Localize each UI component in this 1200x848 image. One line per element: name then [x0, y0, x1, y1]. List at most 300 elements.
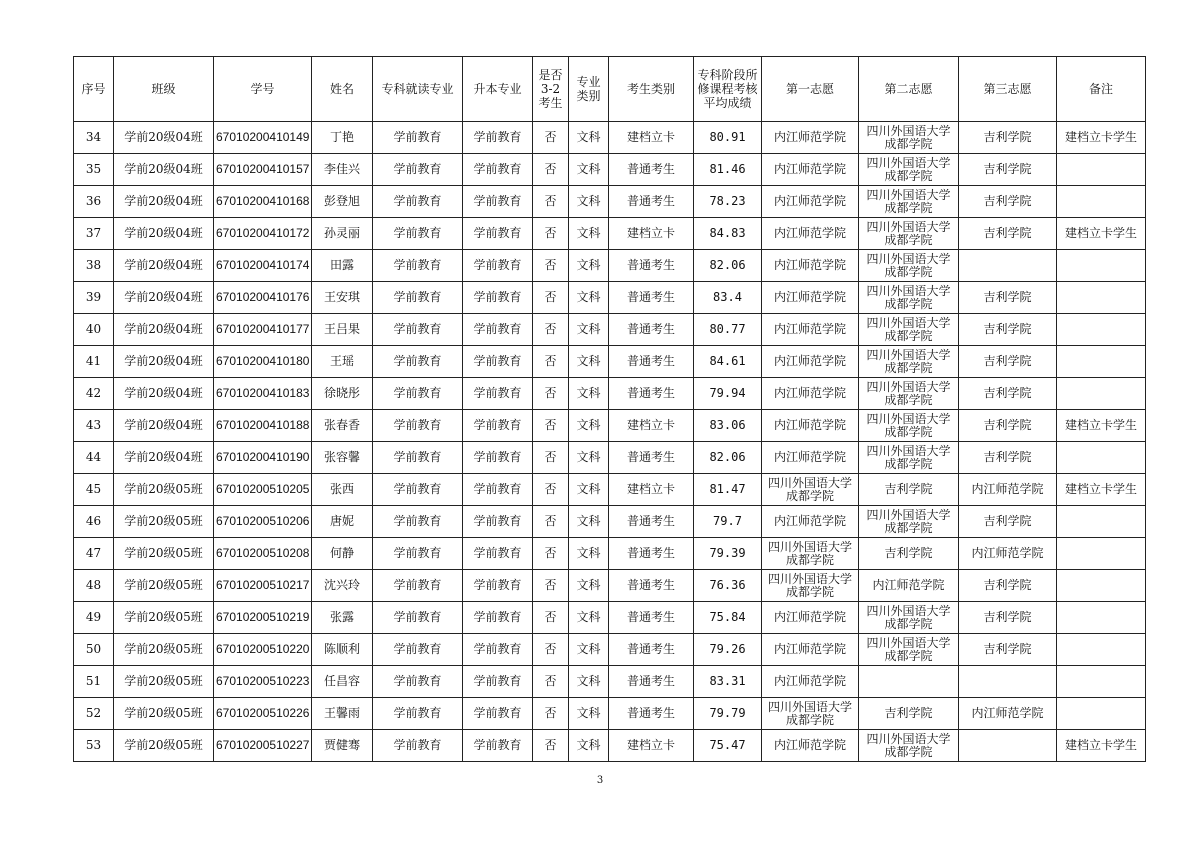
header-row	[74, 57, 1146, 122]
cell-student-id: 67010200510223	[214, 666, 312, 698]
cell-name: 何静	[312, 538, 373, 570]
cell-choice-2: 四川外国语大学成都学院	[859, 730, 959, 762]
cell-choice-2: 四川外国语大学成都学院	[859, 282, 959, 314]
cell-college-major: 学前教育	[373, 602, 463, 634]
cell-college-major: 学前教育	[373, 410, 463, 442]
cell-avg-score: 83.31	[694, 666, 762, 698]
table-row	[74, 122, 1146, 154]
cell-is-32: 否	[533, 634, 569, 666]
cell-name: 丁艳	[312, 122, 373, 154]
cell-college-major: 学前教育	[373, 218, 463, 250]
cell-choice-1: 内江师范学院	[762, 634, 859, 666]
cell-avg-score: 79.79	[694, 698, 762, 730]
cell-examinee-type: 建档立卡	[609, 218, 694, 250]
cell-major-category: 文科	[569, 378, 609, 410]
cell-remarks	[1057, 602, 1146, 634]
cell-major-category: 文科	[569, 346, 609, 378]
cell-upgrade-major: 学前教育	[463, 666, 533, 698]
cell-remarks	[1057, 698, 1146, 730]
cell-choice-2: 四川外国语大学成都学院	[859, 186, 959, 218]
cell-avg-score: 75.84	[694, 602, 762, 634]
cell-student-id: 67010200410149	[214, 122, 312, 154]
page-number: 3	[596, 775, 604, 786]
cell-choice-1: 内江师范学院	[762, 666, 859, 698]
cell-choice-2: 四川外国语大学成都学院	[859, 506, 959, 538]
cell-name: 孙灵丽	[312, 218, 373, 250]
cell-remarks	[1057, 186, 1146, 218]
cell-choice-3: 吉利学院	[959, 218, 1057, 250]
cell-student-id: 67010200510205	[214, 474, 312, 506]
cell-examinee-type: 普通考生	[609, 666, 694, 698]
cell-seq: 48	[74, 570, 114, 602]
table-row	[74, 730, 1146, 762]
cell-choice-2: 吉利学院	[859, 698, 959, 730]
cell-examinee-type: 建档立卡	[609, 410, 694, 442]
cell-is-32: 否	[533, 282, 569, 314]
cell-avg-score: 79.39	[694, 538, 762, 570]
cell-college-major: 学前教育	[373, 186, 463, 218]
cell-choice-3: 吉利学院	[959, 282, 1057, 314]
header-examinee-type: 考生类别	[609, 57, 694, 122]
cell-is-32: 否	[533, 698, 569, 730]
cell-is-32: 否	[533, 314, 569, 346]
table-row	[74, 570, 1146, 602]
cell-avg-score: 81.46	[694, 154, 762, 186]
cell-choice-3: 吉利学院	[959, 570, 1057, 602]
cell-examinee-type: 普通考生	[609, 442, 694, 474]
cell-upgrade-major: 学前教育	[463, 346, 533, 378]
cell-seq: 53	[74, 730, 114, 762]
cell-examinee-type: 普通考生	[609, 538, 694, 570]
cell-student-id: 67010200510219	[214, 602, 312, 634]
cell-choice-1: 四川外国语大学成都学院	[762, 538, 859, 570]
cell-student-id: 67010200510226	[214, 698, 312, 730]
cell-is-32: 否	[533, 346, 569, 378]
cell-class: 学前20级04班	[114, 122, 214, 154]
cell-seq: 46	[74, 506, 114, 538]
table-row	[74, 378, 1146, 410]
cell-seq: 42	[74, 378, 114, 410]
cell-seq: 37	[74, 218, 114, 250]
cell-major-category: 文科	[569, 218, 609, 250]
cell-major-category: 文科	[569, 602, 609, 634]
cell-student-id: 67010200410177	[214, 314, 312, 346]
cell-class: 学前20级05班	[114, 538, 214, 570]
cell-upgrade-major: 学前教育	[463, 698, 533, 730]
cell-choice-1: 内江师范学院	[762, 442, 859, 474]
table-row	[74, 538, 1146, 570]
cell-avg-score: 80.77	[694, 314, 762, 346]
cell-upgrade-major: 学前教育	[463, 314, 533, 346]
cell-examinee-type: 普通考生	[609, 314, 694, 346]
cell-student-id: 67010200410157	[214, 154, 312, 186]
cell-avg-score: 79.26	[694, 634, 762, 666]
cell-class: 学前20级04班	[114, 378, 214, 410]
cell-upgrade-major: 学前教育	[463, 122, 533, 154]
cell-remarks	[1057, 314, 1146, 346]
cell-seq: 47	[74, 538, 114, 570]
cell-is-32: 否	[533, 410, 569, 442]
cell-is-32: 否	[533, 154, 569, 186]
cell-class: 学前20级05班	[114, 602, 214, 634]
table-row	[74, 218, 1146, 250]
cell-major-category: 文科	[569, 186, 609, 218]
cell-upgrade-major: 学前教育	[463, 730, 533, 762]
cell-examinee-type: 普通考生	[609, 570, 694, 602]
table-row	[74, 314, 1146, 346]
cell-is-32: 否	[533, 442, 569, 474]
cell-upgrade-major: 学前教育	[463, 186, 533, 218]
cell-choice-2: 四川外国语大学成都学院	[859, 442, 959, 474]
cell-avg-score: 84.83	[694, 218, 762, 250]
cell-seq: 45	[74, 474, 114, 506]
cell-is-32: 否	[533, 122, 569, 154]
cell-class: 学前20级04班	[114, 410, 214, 442]
header-avg-score: 专科阶段所修课程考核平均成绩	[694, 57, 762, 122]
cell-name: 王安琪	[312, 282, 373, 314]
cell-name: 沈兴玲	[312, 570, 373, 602]
cell-choice-1: 内江师范学院	[762, 154, 859, 186]
cell-upgrade-major: 学前教育	[463, 506, 533, 538]
cell-examinee-type: 普通考生	[609, 602, 694, 634]
cell-choice-3: 吉利学院	[959, 122, 1057, 154]
cell-college-major: 学前教育	[373, 538, 463, 570]
cell-class: 学前20级05班	[114, 730, 214, 762]
cell-upgrade-major: 学前教育	[463, 442, 533, 474]
cell-choice-2: 四川外国语大学成都学院	[859, 154, 959, 186]
cell-choice-3	[959, 666, 1057, 698]
cell-seq: 44	[74, 442, 114, 474]
table-row	[74, 250, 1146, 282]
cell-college-major: 学前教育	[373, 698, 463, 730]
cell-is-32: 否	[533, 730, 569, 762]
cell-college-major: 学前教育	[373, 442, 463, 474]
cell-examinee-type: 普通考生	[609, 282, 694, 314]
cell-avg-score: 82.06	[694, 442, 762, 474]
cell-choice-3	[959, 250, 1057, 282]
cell-choice-1: 内江师范学院	[762, 282, 859, 314]
cell-avg-score: 80.91	[694, 122, 762, 154]
header-choice-3: 第三志愿	[959, 57, 1057, 122]
cell-class: 学前20级04班	[114, 186, 214, 218]
cell-college-major: 学前教育	[373, 474, 463, 506]
cell-seq: 39	[74, 282, 114, 314]
header-seq: 序号	[74, 57, 114, 122]
cell-college-major: 学前教育	[373, 634, 463, 666]
cell-major-category: 文科	[569, 442, 609, 474]
cell-name: 张露	[312, 602, 373, 634]
header-choice-1: 第一志愿	[762, 57, 859, 122]
cell-choice-1: 内江师范学院	[762, 410, 859, 442]
cell-remarks: 建档立卡学生	[1057, 122, 1146, 154]
cell-major-category: 文科	[569, 154, 609, 186]
cell-name: 贾健骞	[312, 730, 373, 762]
cell-class: 学前20级05班	[114, 474, 214, 506]
cell-examinee-type: 普通考生	[609, 154, 694, 186]
cell-name: 徐晓彤	[312, 378, 373, 410]
cell-college-major: 学前教育	[373, 506, 463, 538]
cell-examinee-type: 普通考生	[609, 634, 694, 666]
cell-choice-2: 四川外国语大学成都学院	[859, 378, 959, 410]
header-major-category: 专业类别	[569, 57, 609, 122]
cell-college-major: 学前教育	[373, 154, 463, 186]
cell-is-32: 否	[533, 218, 569, 250]
cell-name: 张西	[312, 474, 373, 506]
cell-major-category: 文科	[569, 506, 609, 538]
cell-choice-2: 吉利学院	[859, 538, 959, 570]
header-remarks: 备注	[1057, 57, 1146, 122]
cell-student-id: 67010200510208	[214, 538, 312, 570]
cell-choice-1: 内江师范学院	[762, 122, 859, 154]
cell-choice-3: 吉利学院	[959, 186, 1057, 218]
cell-avg-score: 83.06	[694, 410, 762, 442]
cell-class: 学前20级05班	[114, 634, 214, 666]
cell-avg-score: 75.47	[694, 730, 762, 762]
cell-choice-1: 内江师范学院	[762, 250, 859, 282]
cell-class: 学前20级05班	[114, 506, 214, 538]
cell-class: 学前20级05班	[114, 698, 214, 730]
cell-choice-2	[859, 666, 959, 698]
cell-is-32: 否	[533, 570, 569, 602]
cell-is-32: 否	[533, 250, 569, 282]
cell-choice-3: 吉利学院	[959, 314, 1057, 346]
cell-seq: 52	[74, 698, 114, 730]
cell-choice-1: 四川外国语大学成都学院	[762, 474, 859, 506]
cell-examinee-type: 普通考生	[609, 698, 694, 730]
cell-avg-score: 79.7	[694, 506, 762, 538]
cell-remarks	[1057, 378, 1146, 410]
cell-seq: 35	[74, 154, 114, 186]
cell-name: 张容馨	[312, 442, 373, 474]
cell-class: 学前20级04班	[114, 314, 214, 346]
cell-remarks: 建档立卡学生	[1057, 474, 1146, 506]
cell-class: 学前20级04班	[114, 346, 214, 378]
cell-is-32: 否	[533, 666, 569, 698]
cell-college-major: 学前教育	[373, 570, 463, 602]
cell-name: 王馨雨	[312, 698, 373, 730]
cell-upgrade-major: 学前教育	[463, 154, 533, 186]
cell-choice-1: 四川外国语大学成都学院	[762, 570, 859, 602]
cell-choice-2: 四川外国语大学成都学院	[859, 410, 959, 442]
cell-examinee-type: 建档立卡	[609, 730, 694, 762]
cell-class: 学前20级04班	[114, 154, 214, 186]
cell-class: 学前20级05班	[114, 570, 214, 602]
cell-examinee-type: 普通考生	[609, 186, 694, 218]
cell-choice-1: 内江师范学院	[762, 218, 859, 250]
cell-name: 田露	[312, 250, 373, 282]
cell-college-major: 学前教育	[373, 282, 463, 314]
cell-choice-3: 吉利学院	[959, 410, 1057, 442]
cell-choice-3: 吉利学院	[959, 378, 1057, 410]
cell-choice-2: 吉利学院	[859, 474, 959, 506]
cell-seq: 50	[74, 634, 114, 666]
cell-student-id: 67010200410183	[214, 378, 312, 410]
cell-student-id: 67010200410174	[214, 250, 312, 282]
cell-examinee-type: 普通考生	[609, 506, 694, 538]
cell-choice-1: 内江师范学院	[762, 378, 859, 410]
cell-choice-1: 四川外国语大学成都学院	[762, 698, 859, 730]
cell-major-category: 文科	[569, 570, 609, 602]
cell-major-category: 文科	[569, 410, 609, 442]
header-upgrade-major: 升本专业	[463, 57, 533, 122]
cell-remarks	[1057, 570, 1146, 602]
cell-class: 学前20级04班	[114, 218, 214, 250]
cell-college-major: 学前教育	[373, 378, 463, 410]
cell-name: 唐妮	[312, 506, 373, 538]
cell-choice-1: 内江师范学院	[762, 730, 859, 762]
cell-upgrade-major: 学前教育	[463, 602, 533, 634]
cell-seq: 36	[74, 186, 114, 218]
cell-college-major: 学前教育	[373, 122, 463, 154]
cell-student-id: 67010200410190	[214, 442, 312, 474]
cell-choice-2: 四川外国语大学成都学院	[859, 346, 959, 378]
cell-choice-2: 四川外国语大学成都学院	[859, 122, 959, 154]
cell-upgrade-major: 学前教育	[463, 538, 533, 570]
table-row	[74, 186, 1146, 218]
cell-upgrade-major: 学前教育	[463, 570, 533, 602]
cell-avg-score: 83.4	[694, 282, 762, 314]
cell-choice-1: 内江师范学院	[762, 314, 859, 346]
cell-avg-score: 84.61	[694, 346, 762, 378]
cell-choice-2: 四川外国语大学成都学院	[859, 634, 959, 666]
cell-seq: 43	[74, 410, 114, 442]
header-college-major: 专科就读专业	[373, 57, 463, 122]
cell-name: 王瑶	[312, 346, 373, 378]
cell-remarks: 建档立卡学生	[1057, 730, 1146, 762]
cell-major-category: 文科	[569, 698, 609, 730]
table-row	[74, 634, 1146, 666]
table-row	[74, 346, 1146, 378]
cell-class: 学前20级04班	[114, 250, 214, 282]
cell-student-id: 67010200410180	[214, 346, 312, 378]
cell-student-id: 67010200410172	[214, 218, 312, 250]
cell-major-category: 文科	[569, 122, 609, 154]
cell-major-category: 文科	[569, 250, 609, 282]
cell-is-32: 否	[533, 378, 569, 410]
cell-major-category: 文科	[569, 282, 609, 314]
cell-choice-1: 内江师范学院	[762, 506, 859, 538]
cell-choice-3	[959, 730, 1057, 762]
cell-major-category: 文科	[569, 474, 609, 506]
cell-student-id: 67010200410168	[214, 186, 312, 218]
cell-upgrade-major: 学前教育	[463, 282, 533, 314]
cell-choice-1: 内江师范学院	[762, 602, 859, 634]
header-choice-2: 第二志愿	[859, 57, 959, 122]
cell-choice-3: 吉利学院	[959, 154, 1057, 186]
cell-choice-3: 吉利学院	[959, 602, 1057, 634]
cell-examinee-type: 普通考生	[609, 250, 694, 282]
cell-avg-score: 81.47	[694, 474, 762, 506]
cell-name: 张春香	[312, 410, 373, 442]
cell-choice-2: 四川外国语大学成都学院	[859, 314, 959, 346]
cell-choice-3: 吉利学院	[959, 442, 1057, 474]
cell-student-id: 67010200410176	[214, 282, 312, 314]
cell-upgrade-major: 学前教育	[463, 634, 533, 666]
header-name: 姓名	[312, 57, 373, 122]
table-row	[74, 666, 1146, 698]
cell-is-32: 否	[533, 474, 569, 506]
cell-seq: 38	[74, 250, 114, 282]
cell-upgrade-major: 学前教育	[463, 378, 533, 410]
cell-avg-score: 78.23	[694, 186, 762, 218]
cell-upgrade-major: 学前教育	[463, 474, 533, 506]
cell-college-major: 学前教育	[373, 314, 463, 346]
table-row	[74, 410, 1146, 442]
cell-major-category: 文科	[569, 314, 609, 346]
cell-upgrade-major: 学前教育	[463, 250, 533, 282]
cell-name: 任昌容	[312, 666, 373, 698]
cell-examinee-type: 建档立卡	[609, 122, 694, 154]
cell-is-32: 否	[533, 538, 569, 570]
cell-major-category: 文科	[569, 634, 609, 666]
cell-choice-2: 四川外国语大学成都学院	[859, 602, 959, 634]
cell-remarks	[1057, 346, 1146, 378]
cell-seq: 49	[74, 602, 114, 634]
cell-college-major: 学前教育	[373, 666, 463, 698]
cell-seq: 51	[74, 666, 114, 698]
admission-table	[73, 56, 1146, 762]
cell-choice-2: 四川外国语大学成都学院	[859, 218, 959, 250]
cell-choice-3: 内江师范学院	[959, 538, 1057, 570]
cell-seq: 41	[74, 346, 114, 378]
cell-is-32: 否	[533, 506, 569, 538]
cell-remarks	[1057, 634, 1146, 666]
cell-choice-3: 吉利学院	[959, 506, 1057, 538]
cell-seq: 34	[74, 122, 114, 154]
cell-college-major: 学前教育	[373, 250, 463, 282]
header-class: 班级	[114, 57, 214, 122]
cell-examinee-type: 普通考生	[609, 378, 694, 410]
cell-examinee-type: 建档立卡	[609, 474, 694, 506]
cell-avg-score: 79.94	[694, 378, 762, 410]
cell-class: 学前20级04班	[114, 282, 214, 314]
header-is-32: 是否3-2考生	[533, 57, 569, 122]
cell-remarks	[1057, 666, 1146, 698]
cell-major-category: 文科	[569, 666, 609, 698]
cell-remarks	[1057, 506, 1146, 538]
cell-major-category: 文科	[569, 730, 609, 762]
table-row	[74, 698, 1146, 730]
cell-choice-2: 内江师范学院	[859, 570, 959, 602]
table-row	[74, 282, 1146, 314]
cell-examinee-type: 普通考生	[609, 346, 694, 378]
cell-student-id: 67010200510217	[214, 570, 312, 602]
cell-seq: 40	[74, 314, 114, 346]
cell-major-category: 文科	[569, 538, 609, 570]
cell-choice-3: 内江师范学院	[959, 474, 1057, 506]
cell-name: 李佳兴	[312, 154, 373, 186]
cell-choice-1: 内江师范学院	[762, 186, 859, 218]
header-student-id: 学号	[214, 57, 312, 122]
cell-choice-1: 内江师范学院	[762, 346, 859, 378]
table-row	[74, 602, 1146, 634]
cell-name: 王吕果	[312, 314, 373, 346]
cell-college-major: 学前教育	[373, 346, 463, 378]
cell-student-id: 67010200510220	[214, 634, 312, 666]
cell-name: 彭登旭	[312, 186, 373, 218]
cell-choice-3: 吉利学院	[959, 346, 1057, 378]
cell-class: 学前20级04班	[114, 442, 214, 474]
cell-upgrade-major: 学前教育	[463, 410, 533, 442]
cell-remarks	[1057, 282, 1146, 314]
cell-choice-3: 吉利学院	[959, 634, 1057, 666]
cell-remarks: 建档立卡学生	[1057, 218, 1146, 250]
cell-remarks	[1057, 538, 1146, 570]
table-row	[74, 474, 1146, 506]
cell-name: 陈顺利	[312, 634, 373, 666]
cell-choice-3: 内江师范学院	[959, 698, 1057, 730]
cell-college-major: 学前教育	[373, 730, 463, 762]
